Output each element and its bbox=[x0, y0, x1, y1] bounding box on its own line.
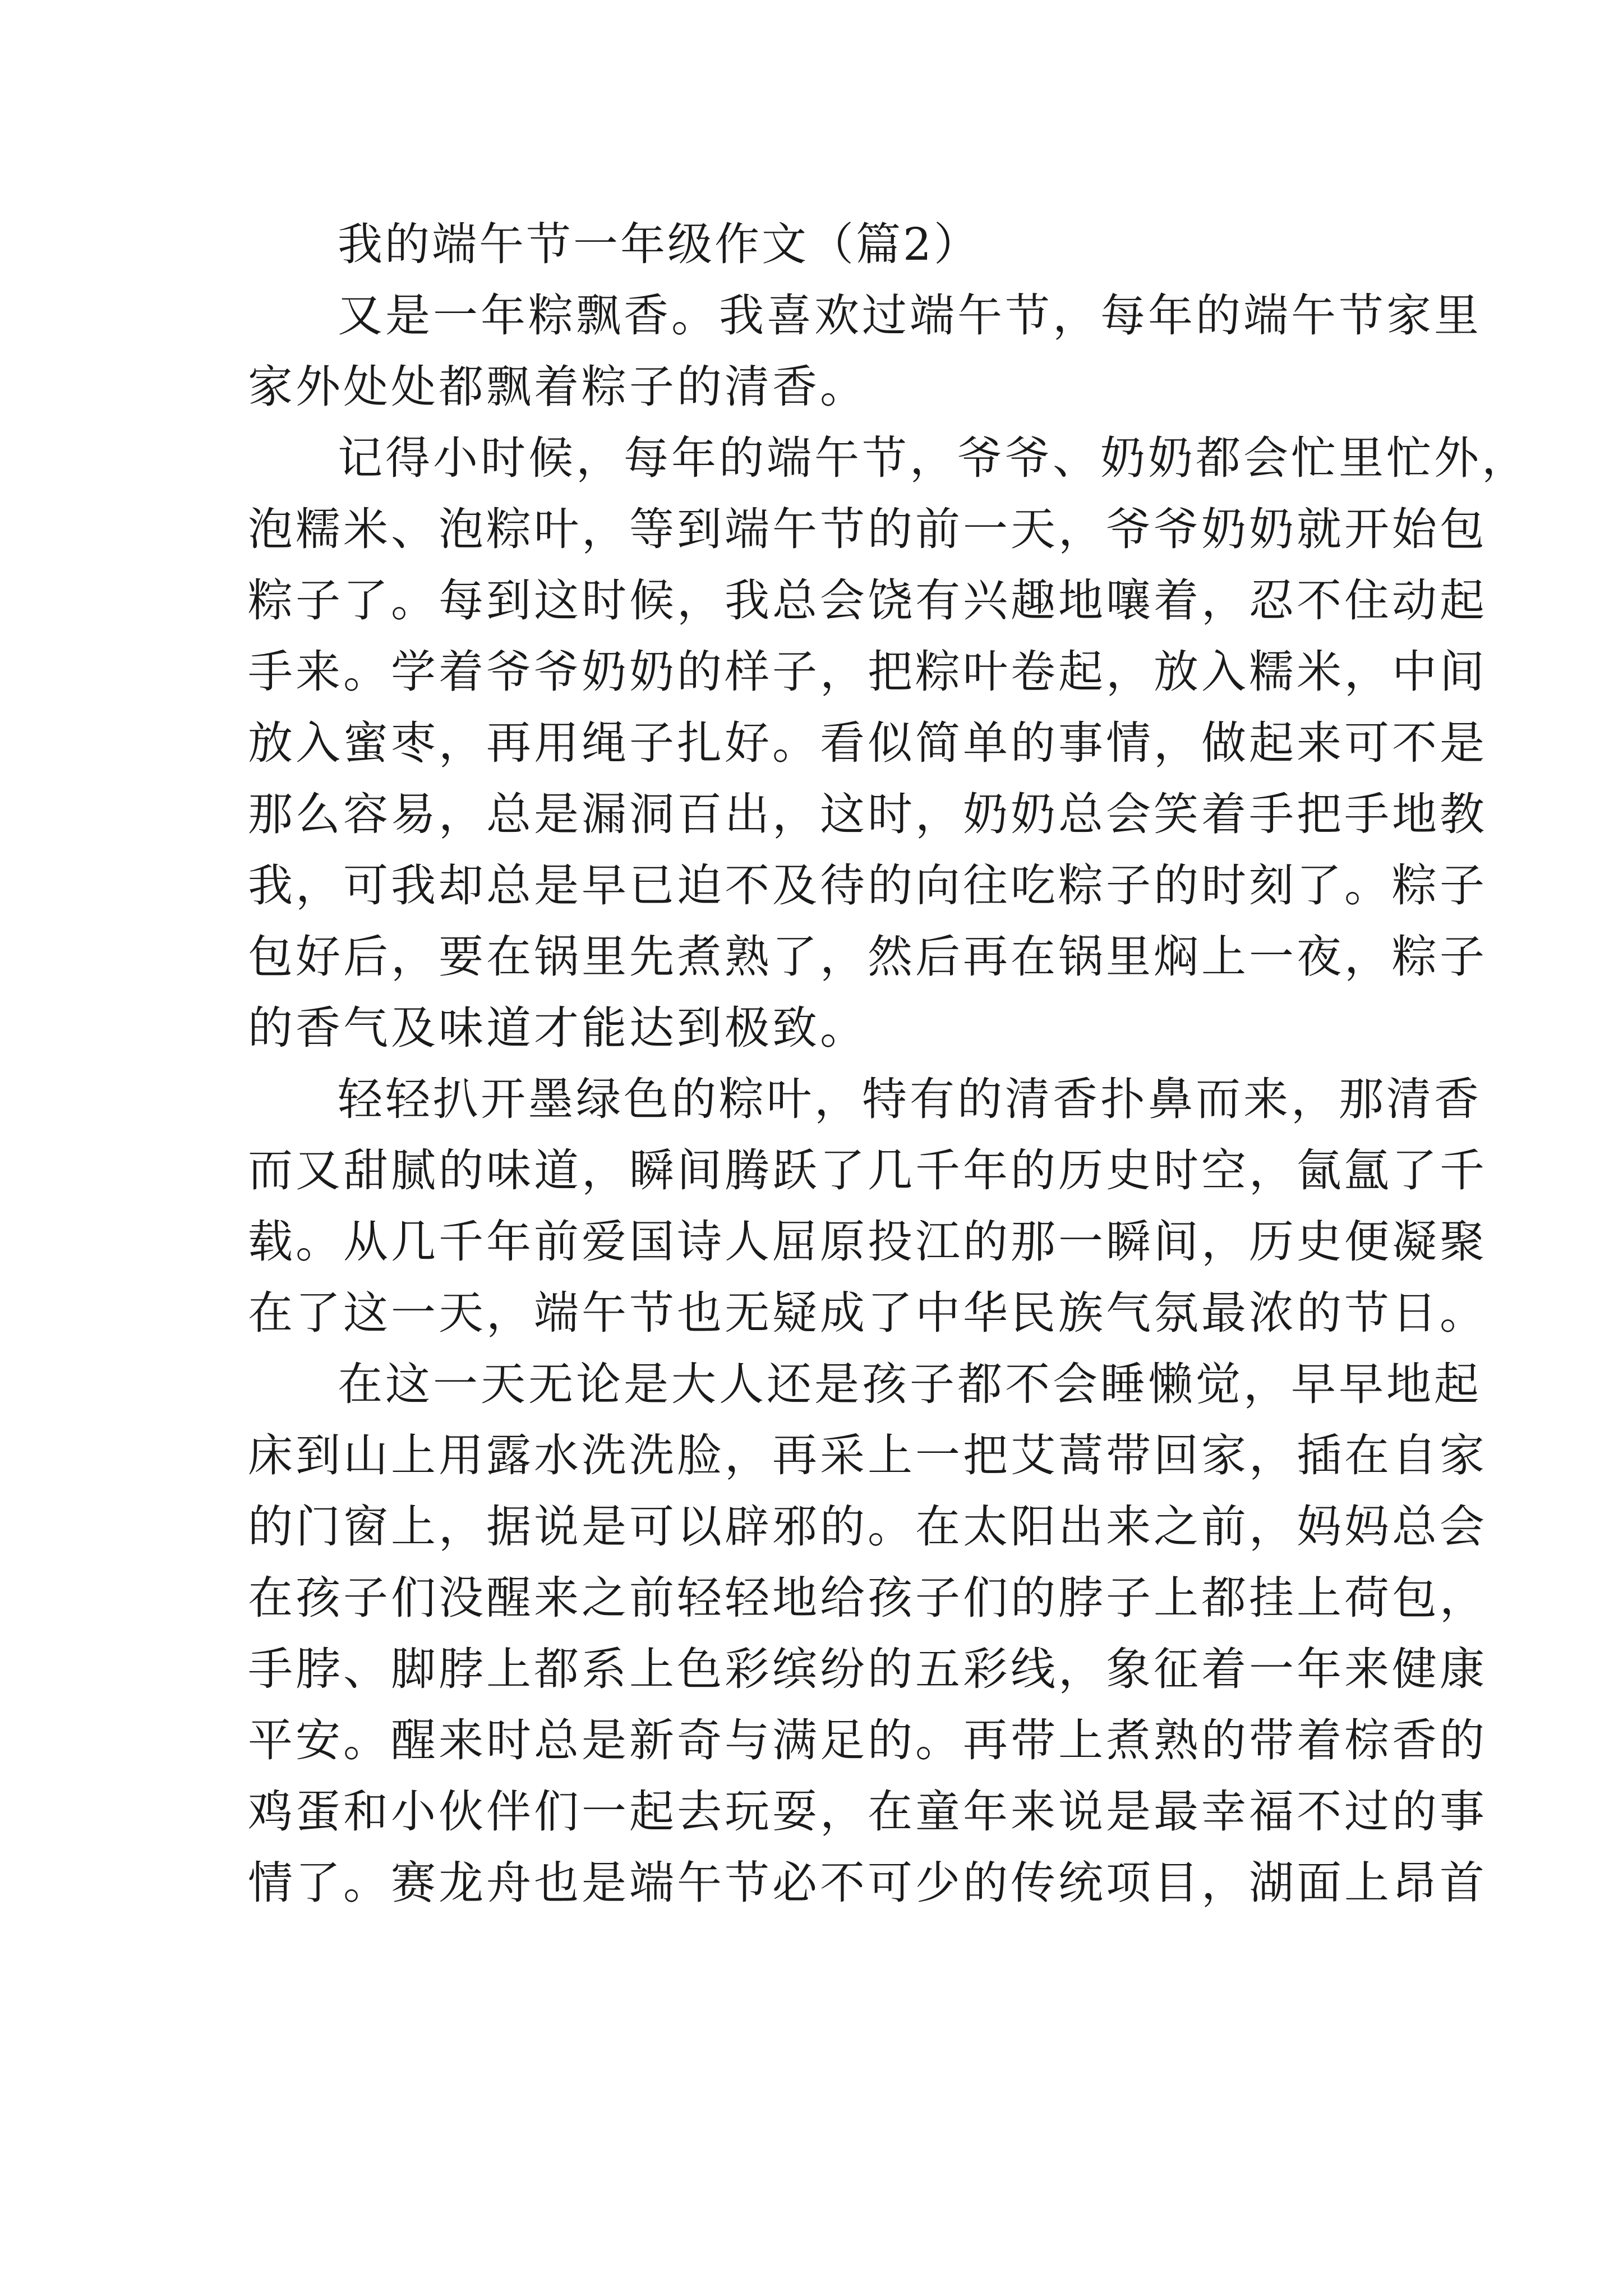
paragraph-line: 的门窗上，据说是可以辟邪的。在太阳出来之前，妈妈总会 bbox=[248, 1501, 1487, 1553]
paragraph-line: 在了这一天，端午节也无疑成了中华民族气氛最浓的节日。 bbox=[248, 1287, 1487, 1339]
paragraph-4 bbox=[248, 1349, 1487, 1918]
paragraph-line: 在孩子们没醒来之前轻轻地给孩子们的脖子上都挂上荷包， bbox=[248, 1572, 1487, 1624]
paragraph-line: 放入蜜枣，再用绳子扎好。看似简单的事情，做起来可不是 bbox=[248, 717, 1487, 769]
essay-body bbox=[248, 209, 1529, 1918]
paragraph-line: 手来。学着爷爷奶奶的样子，把粽叶卷起，放入糯米，中间 bbox=[248, 646, 1487, 698]
paragraph-line: 轻轻扒开墨绿色的粽叶，特有的清香扑鼻而来，那清香 bbox=[338, 1073, 1482, 1125]
paragraph-1 bbox=[248, 280, 1482, 422]
paragraph-line: 粽子了。每到这时候，我总会饶有兴趣地嚷着，忍不住动起 bbox=[248, 574, 1487, 627]
paragraph-line: 的香气及味道才能达到极致。 bbox=[248, 1002, 868, 1054]
paragraph-line: 家外处处都飘着粽子的清香。 bbox=[248, 361, 868, 413]
paragraph-line: 包好后，要在锅里先煮熟了，然后再在锅里焖上一夜，粽子 bbox=[248, 931, 1487, 983]
paragraph-line: 而又甜腻的味道，瞬间腾跃了几千年的历史时空，氤氲了千 bbox=[248, 1144, 1487, 1197]
paragraph-3 bbox=[248, 1064, 1487, 1349]
paragraph-2 bbox=[248, 422, 1529, 1064]
paragraph-line: 泡糯米、泡粽叶，等到端午节的前一天，爷爷奶奶就开始包 bbox=[248, 503, 1487, 555]
paragraph-line: 记得小时候，每年的端午节，爷爷、奶奶都会忙里忙外， bbox=[338, 432, 1529, 484]
paragraph-line: 在这一天无论是大人还是孩子都不会睡懒觉，早早地起 bbox=[338, 1358, 1482, 1410]
paragraph-line: 情了。赛龙舟也是端午节必不可少的传统项目，湖面上昂首 bbox=[248, 1857, 1487, 1909]
paragraph-line: 手脖、脚脖上都系上色彩缤纷的五彩线，象征着一年来健康 bbox=[248, 1643, 1487, 1695]
paragraph-line: 那么容易，总是漏洞百出，这时，奶奶总会笑着手把手地教 bbox=[248, 788, 1487, 840]
essay-title: 我的端午节一年级作文（篇2） bbox=[338, 218, 981, 270]
paragraph-line: 又是一年粽飘香。我喜欢过端午节，每年的端午节家里 bbox=[338, 289, 1482, 342]
paragraph-line: 我，可我却总是早已迫不及待的向往吃粽子的时刻了。粽子 bbox=[248, 859, 1487, 912]
paragraph-line: 载。从几千年前爱国诗人屈原投江的那一瞬间，历史便凝聚 bbox=[248, 1216, 1487, 1268]
paragraph-line: 平安。醒来时总是新奇与满足的。再带上煮熟的带着棕香的 bbox=[248, 1714, 1487, 1766]
paragraph-line: 鸡蛋和小伙伴们一起去玩耍，在童年来说是最幸福不过的事 bbox=[248, 1786, 1487, 1838]
paragraph-line: 床到山上用露水洗洗脸，再采上一把艾蒿带回家，插在自家 bbox=[248, 1429, 1487, 1481]
